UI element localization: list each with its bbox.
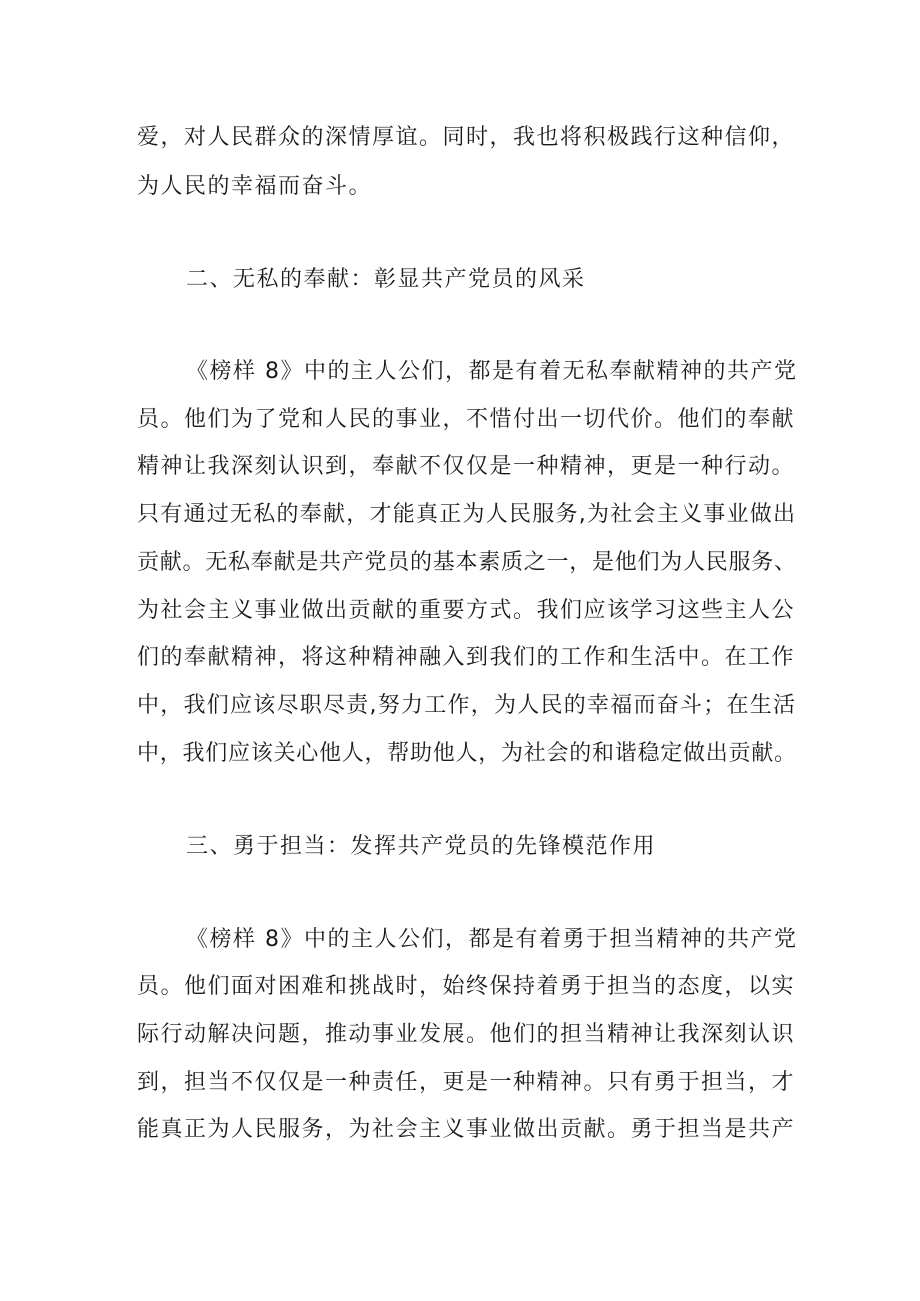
section2-line-3: 精神让我深刻认识到，奉献不仅仅是一种精神，更是一种行动。 <box>137 454 796 479</box>
section2-line-2: 员。他们为了党和人民的事业，不惜付出一切代价。他们的奉献 <box>137 407 796 432</box>
section3-heading: 三、勇于担当：发挥共产党员的先锋模范作用 <box>186 834 657 859</box>
section3-line-3: 际行动解决问题，推动事业发展。他们的担当精神让我深刻认识 <box>137 1022 796 1047</box>
intro-line-2: 为人民的幸福而奋斗。 <box>137 174 373 199</box>
section2-heading: 二、无私的奉献：彰显共产党员的风采 <box>186 267 586 292</box>
section3-line-5: 能真正为人民服务，为社会主义事业做出贡献。勇于担当是共产 <box>137 1117 796 1142</box>
section2-line-4: 只有通过无私的奉献，才能真正为人民服务,为社会主义事业做出 <box>137 502 797 527</box>
section3-line-4: 到，担当不仅仅是一种责任，更是一种精神。只有勇于担当，才 <box>137 1070 796 1095</box>
section2-line-8: 中，我们应该尽职尽责,努力工作，为人民的幸福而奋斗；在生活 <box>137 693 797 718</box>
section3-line-1: 《榜样 8》中的主人公们，都是有着勇于担当精神的共产党 <box>186 927 798 952</box>
intro-line-1: 爱，对人民群众的深情厚谊。同时，我也将积极践行这种信仰， <box>137 125 796 150</box>
section3-line-2: 员。他们面对困难和挑战时，始终保持着勇于担当的态度，以实 <box>137 974 796 999</box>
section2-line-5: 贡献。无私奉献是共产党员的基本素质之一，是他们为人民服务、 <box>137 550 797 575</box>
section2-line-9: 中，我们应该关心他人，帮助他人，为社会的和谐稳定做出贡献。 <box>137 741 797 766</box>
section2-line-7: 们的奉献精神，将这种精神融入到我们的工作和生活中。在工作 <box>137 645 796 670</box>
section2-line-1: 《榜样 8》中的主人公们，都是有着无私奉献精神的共产党 <box>186 359 798 384</box>
section2-line-6: 为社会主义事业做出贡献的重要方式。我们应该学习这些主人公 <box>137 598 796 623</box>
